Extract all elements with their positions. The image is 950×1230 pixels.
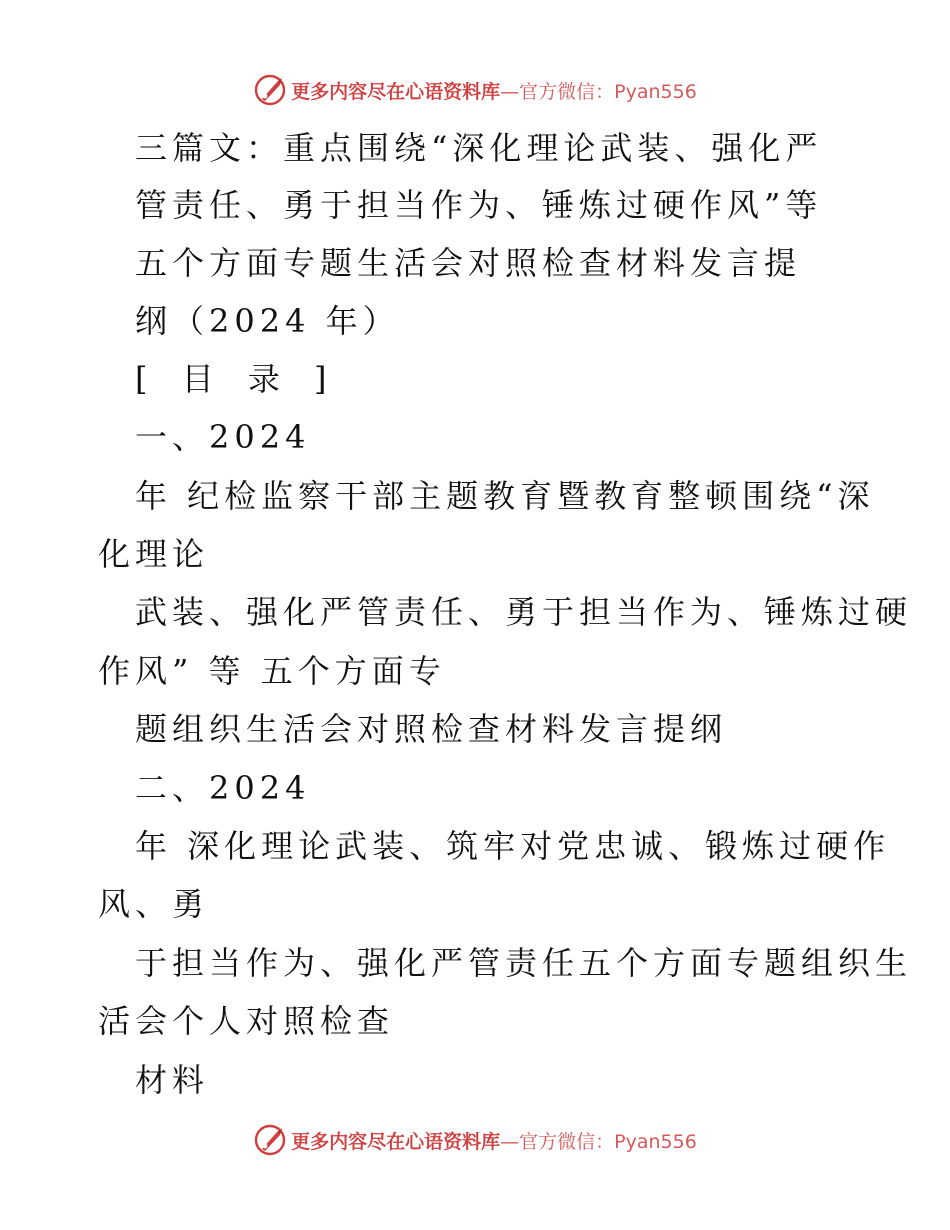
toc-item-2-line-4: 活会个人对照检查 <box>98 1002 395 1040</box>
title-line-1: 三篇文：重点围绕“深化理论武装、强化严 <box>135 129 823 167</box>
toc-item-1-line-2: 化理论 <box>98 535 210 573</box>
toc-item-2-line-3: 于担当作为、强化严管责任五个方面专题组织生 <box>135 944 913 982</box>
toc-item-1-number: 一、2024 <box>135 418 311 456</box>
toc-item-2-number: 二、2024 <box>135 769 311 807</box>
watermark-main-text: 更多内容尽在心语资料库 <box>291 1130 501 1153</box>
toc-item-1-line-5: 题组织生活会对照检查材料发言提纲 <box>135 710 728 748</box>
title-line-3: 五个方面专题生活会对照检查材料发言提 <box>135 244 802 282</box>
title-line-2: 管责任、勇于担当作为、锤炼过硬作风”等 <box>135 186 823 224</box>
watermark-banner-bottom <box>0 1120 950 1160</box>
toc-item-1-line-1: 年 纪检监察干部主题教育暨教育整顿围绕“深 <box>135 477 875 515</box>
watermark-contact-text: —官方微信：Pyan556 <box>500 80 697 103</box>
watermark-main-text: 更多内容尽在心语资料库 <box>291 80 501 103</box>
watermark-contact-text: —官方微信：Pyan556 <box>500 1130 697 1153</box>
toc-item-2-line-1: 年 深化理论武装、筑牢对党忠诚、锻炼过硬作 <box>135 827 891 865</box>
toc-item-2-line-2: 风、勇 <box>98 885 210 923</box>
quill-pen-icon <box>253 1123 287 1157</box>
toc-heading: [ 目 录 ] <box>135 360 339 398</box>
title-line-4: 纲（2024 年） <box>135 302 400 340</box>
toc-item-1-line-4: 作风” 等 五个方面专 <box>98 652 446 690</box>
toc-item-1-line-3: 武装、强化严管责任、勇于担当作为、锤炼过硬 <box>135 593 913 631</box>
toc-item-2-line-5: 材料 <box>135 1061 210 1099</box>
